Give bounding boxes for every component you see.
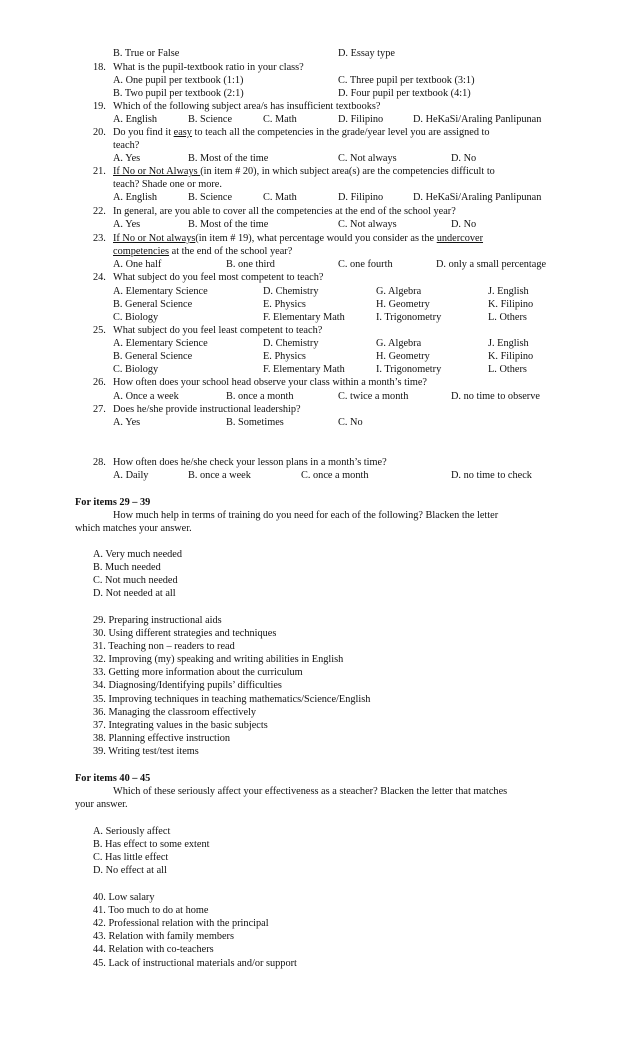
option: D. only a small percentage xyxy=(436,259,547,270)
question-text-part: Do you find it xyxy=(113,127,174,138)
question-underline: easy xyxy=(173,127,192,138)
option: D. No xyxy=(451,153,477,164)
option: L. Others xyxy=(488,364,527,375)
section-intro: which matches your answer. xyxy=(75,523,192,534)
option: C. Math xyxy=(263,114,297,125)
option: D. no time to check xyxy=(451,470,532,481)
option: E. Physics xyxy=(263,351,306,362)
question-text-part: (in item # 20), in which subject area(s) are the competencies difficult to xyxy=(200,166,495,177)
question-underline: undercover xyxy=(436,233,484,244)
list-item: 41. Too much to do at home xyxy=(93,905,209,916)
question-text: How often does your school head observe your class within a month’s time? xyxy=(113,377,427,388)
option: D. Essay type xyxy=(338,48,395,59)
list-item: 39. Writing test/test items xyxy=(93,746,199,757)
question-number: 21. xyxy=(93,166,106,177)
scale-option: B. Has effect to some extent xyxy=(93,839,210,850)
scale-option: A. Seriously affect xyxy=(93,826,171,837)
option: A. Yes xyxy=(113,417,141,428)
list-item: 37. Integrating values in the basic subjects xyxy=(93,720,268,731)
option: B. once a week xyxy=(188,470,251,481)
section-intro: How much help in terms of training do you need for each of the following? Blacken the letter xyxy=(113,510,499,521)
option: B. Most of the time xyxy=(188,219,269,230)
list-item: 40. Low salary xyxy=(93,892,155,903)
scale-option: C. Has little effect xyxy=(93,852,169,863)
scale-option: B. Much needed xyxy=(93,562,161,573)
option: D. HeKaSi/Araling Panlipunan xyxy=(413,192,542,203)
option: C. once a month xyxy=(301,470,369,481)
option: B. Sometimes xyxy=(226,417,284,428)
question-text-cont: teach? Shade one or more. xyxy=(113,179,222,190)
question-text-part: (in item # 19), what percentage would you consider as the xyxy=(195,233,437,244)
scale-option: D. Not needed at all xyxy=(93,588,176,599)
question-number: 25. xyxy=(93,325,106,336)
option: I. Trigonometry xyxy=(376,364,442,375)
question-text: How often does he/she check your lesson plans in a month’s time? xyxy=(113,457,387,468)
list-item: 33. Getting more information about the curriculum xyxy=(93,667,303,678)
option: J. English xyxy=(488,338,529,349)
list-item: 35. Improving techniques in teaching mathematics/Science/English xyxy=(93,694,371,705)
option: D. Filipino xyxy=(338,192,384,203)
option: C. Math xyxy=(263,192,297,203)
option: A. Once a week xyxy=(113,391,179,402)
question-underline: competencies xyxy=(113,246,170,257)
question-number: 23. xyxy=(93,233,106,244)
question-text: What subject do you feel least competent to teach? xyxy=(113,325,323,336)
list-item: 43. Relation with family members xyxy=(93,931,234,942)
list-item: 42. Professional relation with the principal xyxy=(93,918,269,929)
question-number: 20. xyxy=(93,127,106,138)
option: D. Filipino xyxy=(338,114,384,125)
option: B. one third xyxy=(226,259,275,270)
option: A. English xyxy=(113,192,158,203)
section-heading: For items 29 – 39 xyxy=(75,497,151,508)
option: L. Others xyxy=(488,312,527,323)
option: B. General Science xyxy=(113,299,193,310)
list-item: 32. Improving (my) speaking and writing abilities in English xyxy=(93,654,344,665)
question-text xyxy=(113,232,483,245)
option: A. One half xyxy=(113,259,162,270)
question-underline: If No or Not always xyxy=(113,233,196,244)
question-underline: If No or Not Always xyxy=(113,166,201,177)
option: K. Filipino xyxy=(488,299,534,310)
question-text-cont: teach? xyxy=(113,140,140,151)
option: B. Two pupil per textbook (2:1) xyxy=(113,88,244,99)
scale-option: C. Not much needed xyxy=(93,575,178,586)
option: B. Science xyxy=(188,114,233,125)
option: D. no time to observe xyxy=(451,391,540,402)
question-text xyxy=(113,126,490,139)
option: J. English xyxy=(488,286,529,297)
option: G. Algebra xyxy=(376,338,422,349)
section-intro: your answer. xyxy=(75,799,128,810)
question-number: 18. xyxy=(93,62,106,73)
question-text: In general, are you able to cover all the competencies at the end of the school year? xyxy=(113,206,456,217)
question-text-part: at the end of the school year? xyxy=(169,246,293,257)
option: B. Science xyxy=(188,192,233,203)
list-item: 31. Teaching non – readers to read xyxy=(93,641,235,652)
option: F. Elementary Math xyxy=(263,364,345,375)
option: B. General Science xyxy=(113,351,193,362)
option: C. Biology xyxy=(113,312,159,323)
option: B. Most of the time xyxy=(188,153,269,164)
option: A. Yes xyxy=(113,153,141,164)
option: G. Algebra xyxy=(376,286,422,297)
question-number: 27. xyxy=(93,404,106,415)
question-text-cont xyxy=(113,245,292,258)
list-item: 45. Lack of instructional materials and/or support xyxy=(93,958,297,969)
option: A. Yes xyxy=(113,219,141,230)
question-text: What subject do you feel most competent to teach? xyxy=(113,272,324,283)
question-number: 26. xyxy=(93,377,106,388)
option: B. True or False xyxy=(113,48,180,59)
list-item: 29. Preparing instructional aids xyxy=(93,615,222,626)
list-item: 44. Relation with co-teachers xyxy=(93,944,214,955)
list-item: 36. Managing the classroom effectively xyxy=(93,707,257,718)
option: A. Elementary Science xyxy=(113,286,208,297)
question-number: 22. xyxy=(93,206,106,217)
option: C. Not always xyxy=(338,153,397,164)
list-item: 30. Using different strategies and techniques xyxy=(93,628,277,639)
option: E. Physics xyxy=(263,299,306,310)
section-heading: For items 40 – 45 xyxy=(75,773,151,784)
option: B. once a month xyxy=(226,391,294,402)
option: C. one fourth xyxy=(338,259,393,270)
option: H. Geometry xyxy=(376,351,430,362)
question-text: Which of the following subject area/s has insufficient textbooks? xyxy=(113,101,381,112)
option: C. Three pupil per textbook (3:1) xyxy=(338,75,475,86)
option: D. Chemistry xyxy=(263,338,319,349)
option: A. English xyxy=(113,114,158,125)
option: F. Elementary Math xyxy=(263,312,345,323)
option: D. No xyxy=(451,219,477,230)
question-number: 24. xyxy=(93,272,106,283)
option: D. Four pupil per textbook (4:1) xyxy=(338,88,471,99)
option: K. Filipino xyxy=(488,351,534,362)
question-number: 28. xyxy=(93,457,106,468)
list-item: 34. Diagnosing/Identifying pupils’ difficulties xyxy=(93,680,282,691)
section-intro: Which of these seriously affect your effectiveness as a steacher? Blacken the letter that matches xyxy=(113,786,508,797)
option: D. Chemistry xyxy=(263,286,319,297)
option: D. HeKaSi/Araling Panlipunan xyxy=(413,114,542,125)
question-number: 19. xyxy=(93,101,106,112)
scale-option: D. No effect at all xyxy=(93,865,167,876)
option: C. Biology xyxy=(113,364,159,375)
scale-option: A. Very much needed xyxy=(93,549,183,560)
question-text: Does he/she provide instructional leadership? xyxy=(113,404,301,415)
option: A. Elementary Science xyxy=(113,338,208,349)
option: C. No xyxy=(338,417,363,428)
option: I. Trigonometry xyxy=(376,312,442,323)
question-text-part: to teach all the competencies in the grade/year level you are assigned to xyxy=(191,127,490,138)
option: H. Geometry xyxy=(376,299,430,310)
list-item: 38. Planning effective instruction xyxy=(93,733,231,744)
option: C. Not always xyxy=(338,219,397,230)
question-text: What is the pupil-textbook ratio in your class? xyxy=(113,62,304,73)
option: A. Daily xyxy=(113,470,149,481)
option: C. twice a month xyxy=(338,391,409,402)
option: A. One pupil per textbook (1:1) xyxy=(113,75,244,86)
question-text xyxy=(113,165,495,178)
